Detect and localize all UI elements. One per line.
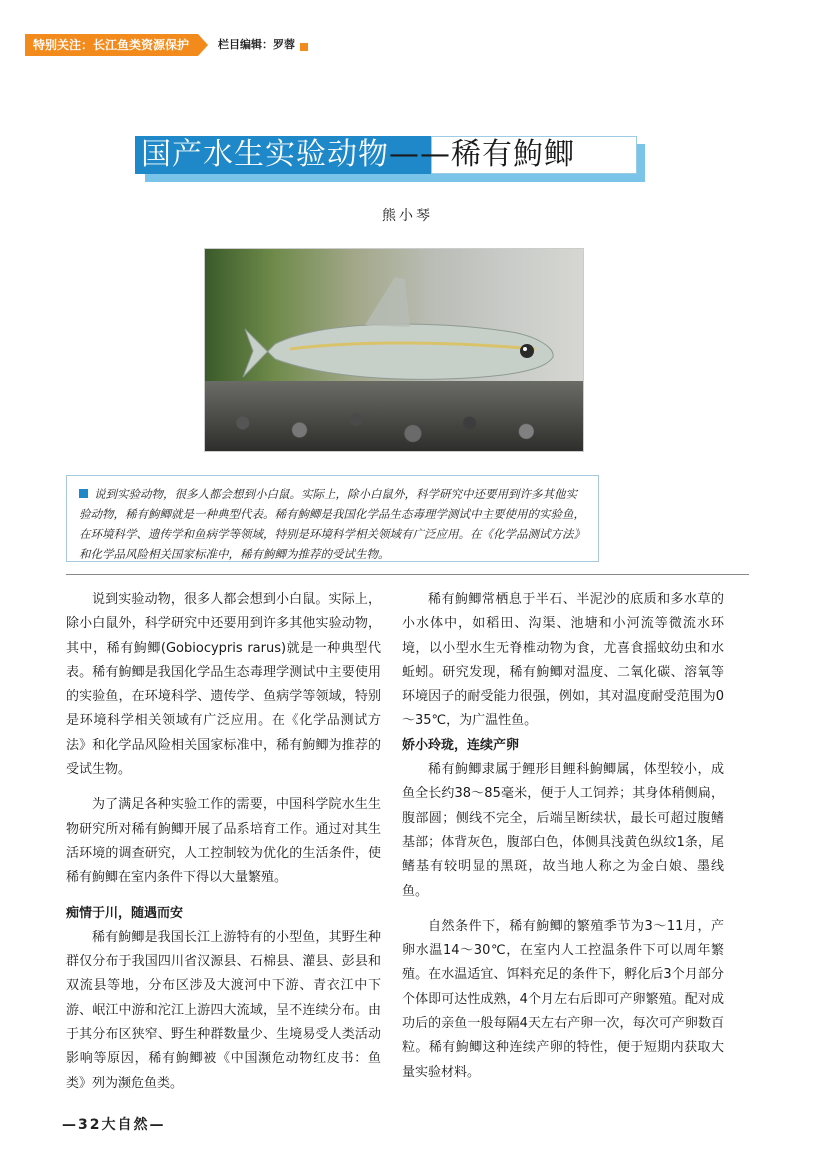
section-heading: 痴情于川，随遇而安	[66, 905, 184, 921]
page-footer: —32大自然—	[62, 1117, 166, 1133]
title-part-2: ——稀有鮈鲫	[389, 137, 575, 172]
caption-text: 说到实验动物，很多人都会想到小白鼠。实际上，除小白鼠外，科学研究中还要用到许多其他实验动物，稀有鮈鲫就是一种典型代表。稀有鮈鲫是我国化学品生态毒理学测试中主要使用的实验鱼，在环境科学、遗传学和鱼病学等领域，特别是环境科学相关领域有广泛应用。在《化学品测试方法》和化学品风险相关国家标准中，稀有鮈鲫为推荐的受试生物。	[79, 487, 585, 561]
fish-photo	[204, 248, 584, 452]
paragraph: 说到实验动物，很多人都会想到小白鼠。实际上，除小白鼠外，科学研究中还要用到许多其他实验动物，其中，稀有鮈鲫(Gobiocypris rarus)就是一种典型代表。稀有鮈鲫是我国化学品生态毒理学测试中主要使用的实验鱼，在环境科学、遗传学、鱼病学等领域，特别是环境科学相关领域有广泛应用。在《化学品测试方法》和化学品风险相关国家标准中，稀有鮈鲫为推荐的受试生物。	[66, 592, 381, 778]
paragraph: 稀有鮈鲫常栖息于半石、半泥沙的底质和多水草的小水体中，如稻田、沟渠、池塘和小河流等微流水环境，以小型水生无脊椎动物为食，尤喜食摇蚊幼虫和水蚯蚓。研究发现，稀有鮈鲫对温度、二氧化碳、溶氧等环境因子的耐受能力很强，例如，其对温度耐受范围为0～35℃，为广温性鱼。	[402, 592, 724, 729]
photo-caption	[66, 475, 599, 562]
paragraph: 稀有鮈鲫隶属于鲤形目鲤科鮈鲫属，体型较小，成鱼全长约38～85毫米，便于人工饲养；其身体稍侧扁，腹部圆；侧线不完全，后端呈断续状，最长可超过腹鳍基部；体背灰色，腹部白色，体侧具浅黄色纵纹1条，尾鳍基有较明显的黑斑，故当地人称之为金白娘、墨线鱼。	[402, 762, 724, 899]
paragraph: 为了满足各种实验工作的需要，中国科学院水生生物研究所对稀有鮈鲫开展了品系培育工作。通过对其生活环境的调查研究，人工控制较为优化的生活条件，使稀有鮈鲫在室内条件下得以大量繁殖。	[66, 797, 381, 886]
author-name: 熊小琴	[382, 208, 433, 224]
article-title	[135, 136, 647, 180]
header-marker-square	[300, 43, 308, 51]
gravel-bed	[205, 381, 583, 451]
column-editor: 栏目编辑：罗蓉	[218, 38, 295, 51]
caption-marker-square	[79, 489, 88, 498]
title-part-1: 国产水生实验动物	[141, 137, 389, 172]
paragraph: 稀有鮈鲫是我国长江上游特有的小型鱼，其野生种群仅分布于我国四川省汉源县、石棉县、灌县、彭县和双流县等地，分布区涉及大渡河中下游、青衣江中下游、岷江中游和沱江上游四大流域，呈不连续分布。由于其分布区狭窄、野生种群数量少、生境易受人类活动影响等原因，稀有鮈鲫被《中国濒危动物红皮书：鱼类》列为濒危鱼类。	[66, 929, 381, 1091]
section-divider	[66, 574, 749, 575]
title-text	[141, 137, 575, 173]
section-tag: 特别关注：长江鱼类资源保护	[25, 34, 198, 56]
left-column	[66, 588, 381, 1096]
right-column	[402, 588, 724, 1085]
paragraph: 自然条件下，稀有鮈鲫的繁殖季节为3～11月，产卵水温14～30℃，在室内人工控温条件下可以周年繁殖。在水温适宜、饵料充足的条件下，孵化后3个月部分个体即可达性成熟，4个月左右后即可产卵繁殖。配对成功后的亲鱼一般每隔4天左右产卵一次，每次可产卵数百粒。稀有鮈鲫这种连续产卵的特性，便于短期内获取大量实验材料。	[402, 918, 724, 1080]
section-heading: 娇小玲珑，连续产卵	[402, 737, 520, 753]
